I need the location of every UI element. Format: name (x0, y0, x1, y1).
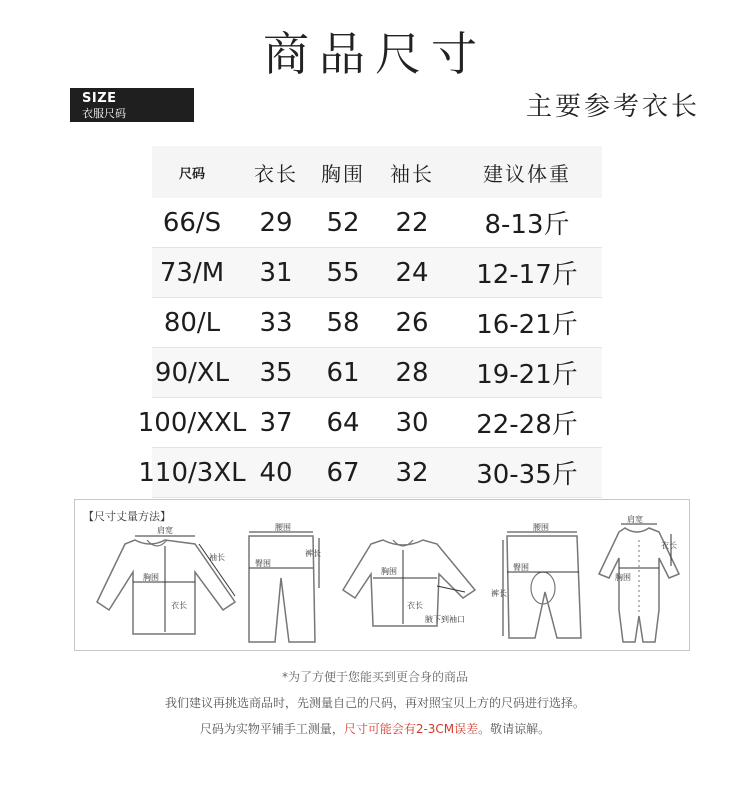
label-length: 衣长 (171, 601, 187, 610)
label-pants-length-2: 裤长 (491, 589, 507, 598)
split-pants-outline-icon (499, 526, 589, 644)
pants-outline-icon (243, 528, 323, 646)
cell-length: 35 (259, 357, 293, 388)
label-hem-to-cuff: 腋下到袖口 (425, 615, 465, 624)
cell-weight: 8-13斤 (484, 210, 570, 240)
cell-chest: 55 (326, 257, 360, 288)
label-waist: 腰围 (275, 523, 291, 532)
label-waist-2: 腰围 (533, 523, 549, 532)
label-shoulder-2: 肩宽 (627, 515, 643, 524)
label-chest: 胸围 (143, 573, 159, 582)
romper-outline-icon (597, 518, 683, 646)
cell-length: 29 (259, 207, 293, 238)
table-row (152, 248, 602, 298)
top-diagram (95, 522, 245, 640)
table-header-row (152, 146, 602, 198)
size-tag (70, 88, 194, 122)
header-weight: 建议体重 (483, 161, 571, 186)
size-tag-cn: 衣服尺码 (82, 107, 126, 120)
cell-weight: 19-21斤 (476, 360, 578, 390)
cell-length: 40 (259, 457, 293, 488)
cell-sleeve: 22 (395, 207, 429, 238)
header-chest: 胸围 (321, 161, 365, 186)
cell-chest: 64 (326, 407, 360, 438)
cell-size: 66/S (162, 207, 222, 238)
cell-chest: 52 (326, 207, 360, 238)
cell-weight: 22-28斤 (476, 410, 578, 440)
footer-line-3-before: 尺码为实物平铺手工测量， (199, 722, 344, 736)
cell-sleeve: 30 (395, 407, 429, 438)
table-row (137, 398, 602, 448)
cell-length: 37 (259, 407, 293, 438)
table-row (152, 298, 602, 348)
cell-size: 73/M (159, 257, 225, 288)
header-length: 衣长 (254, 161, 298, 186)
cell-sleeve: 24 (395, 257, 429, 288)
footer-line-3 (0, 720, 750, 737)
top-outline-icon (95, 522, 245, 640)
cell-weight: 12-17斤 (476, 260, 578, 290)
cell-size: 110/3XL (138, 457, 246, 488)
table-row (152, 348, 602, 398)
length-note: 主要参考衣长 (525, 92, 700, 122)
cell-length: 33 (259, 307, 293, 338)
cell-sleeve: 28 (395, 357, 429, 388)
romper-diagram (597, 515, 683, 646)
footer-line-3-after: 。敬请谅解。 (478, 722, 551, 736)
cell-size: 100/XXL (137, 407, 247, 438)
label-shoulder: 肩宽 (157, 526, 173, 535)
measurement-method-panel (74, 499, 690, 651)
cell-length: 31 (259, 257, 293, 288)
label-length-3: 衣长 (661, 541, 677, 550)
label-length-2: 衣长 (407, 601, 423, 610)
cell-sleeve: 26 (395, 307, 429, 338)
label-hip: 臀围 (255, 559, 271, 568)
label-sleeve: 袖长 (209, 553, 225, 562)
label-chest-2: 胸围 (381, 567, 397, 576)
size-tag-en: SIZE (82, 91, 117, 106)
cell-weight: 16-21斤 (476, 310, 578, 340)
footer-line-1: *为了方便于您能买到更合身的商品 (281, 670, 468, 684)
error-warning-text: 尺寸可能会有2-3CM误差 (343, 722, 479, 736)
cell-weight: 30-35斤 (476, 460, 578, 490)
label-pants-length: 裤长 (305, 549, 321, 558)
header-sleeve: 袖长 (390, 161, 434, 186)
split-pants-diagram (491, 523, 589, 644)
pants-diagram (243, 523, 323, 646)
table-row (138, 448, 602, 498)
cell-chest: 58 (326, 307, 360, 338)
cell-sleeve: 32 (395, 457, 429, 488)
method-title: 【尺寸丈量方法】 (83, 510, 171, 523)
label-hip-2: 臀围 (513, 563, 529, 572)
cell-chest: 67 (326, 457, 360, 488)
label-chest-3: 胸围 (615, 573, 631, 582)
cell-size: 80/L (163, 307, 221, 338)
cell-size: 90/XL (154, 357, 230, 388)
raglan-top-diagram (341, 530, 481, 630)
cell-chest: 61 (326, 357, 360, 388)
size-table (137, 146, 602, 498)
footer-line-2: 我们建议再挑选商品时，先测量自己的尺码，再对照宝贝上方的尺码进行选择。 (164, 696, 585, 710)
header-size: 尺码 (178, 166, 205, 182)
table-row (152, 198, 602, 248)
page-title: 商品尺寸 (263, 27, 487, 81)
